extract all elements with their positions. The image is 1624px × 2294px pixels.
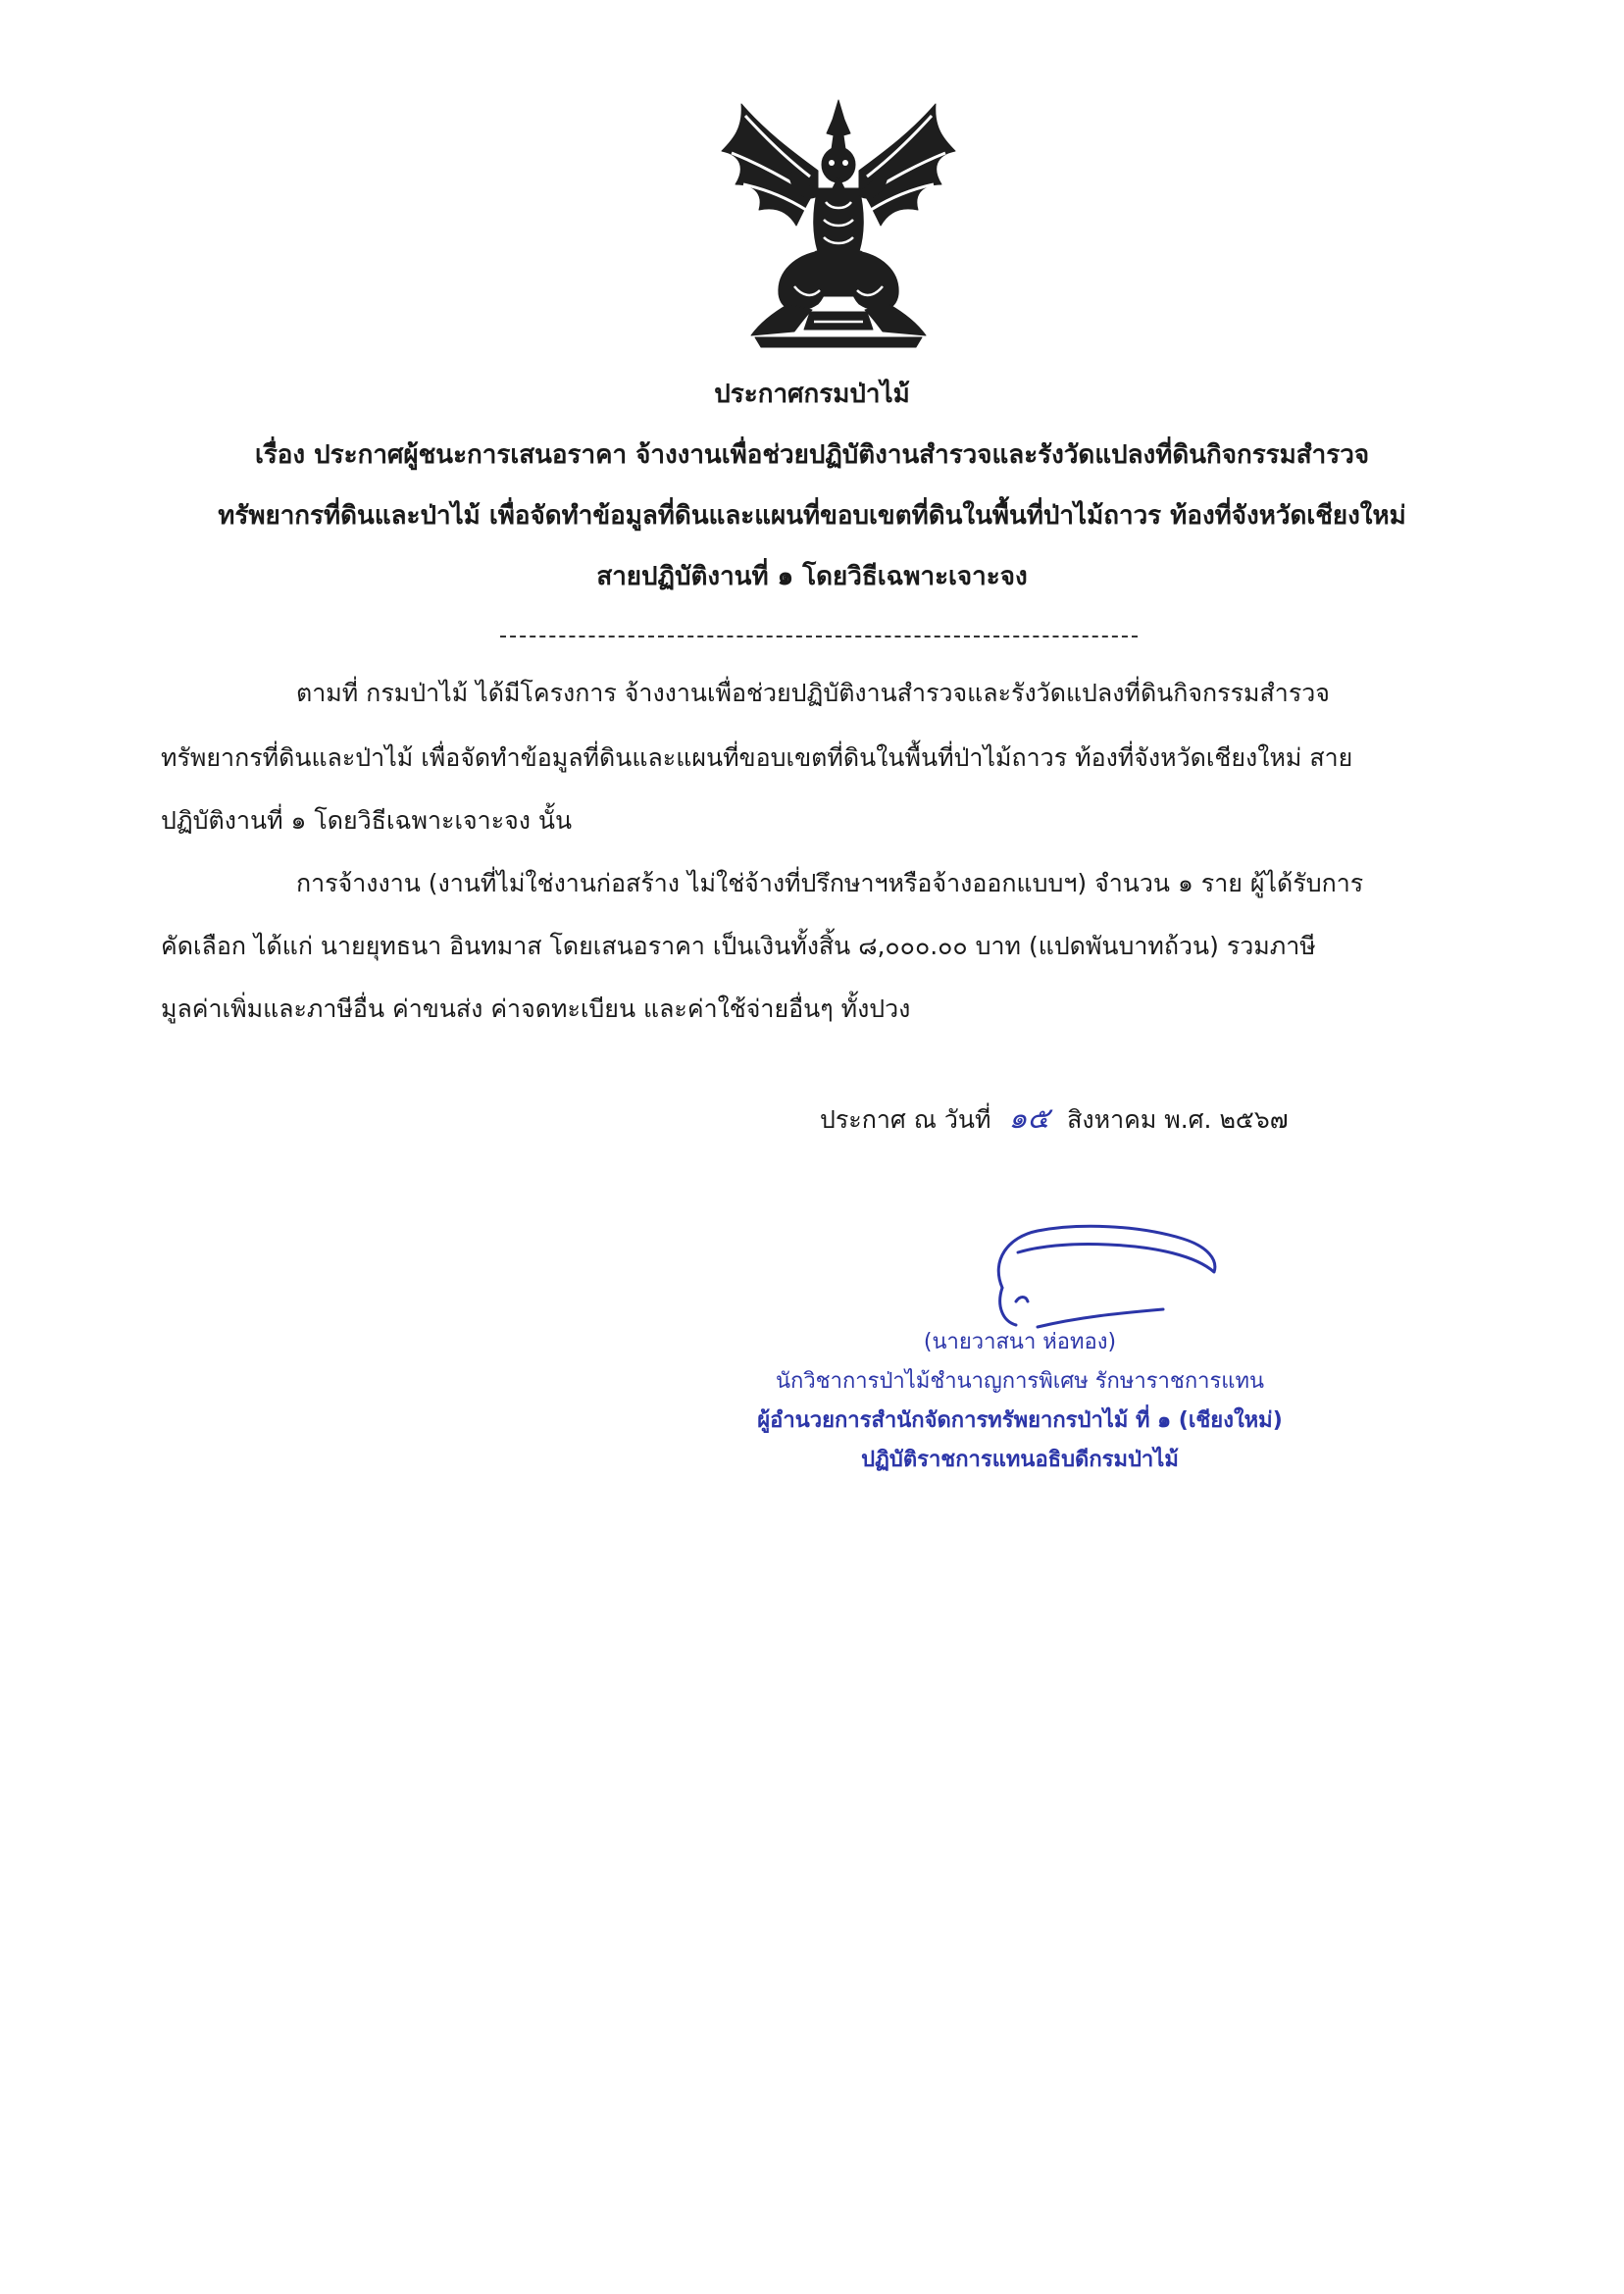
date-day-handwritten: ๑๕ bbox=[1008, 1101, 1050, 1136]
signatory-position-3: ปฏิบัติราชการแทนอธิบดีกรมป่าไม้ bbox=[861, 1448, 1179, 1472]
paragraph-2-line-1: การจ้างงาน (งานที่ไม่ใช่งานก่อสร้าง ไม่ใช่จ้างที่ปรึกษาฯหรือจ้างออกแบบฯ) จำนวน ๑ ราย ผู้ได้รับการ bbox=[296, 869, 1364, 897]
paragraph-1-line-2: ทรัพยากรที่ดินและป่าไม้ เพื่อจัดทำข้อมูลที่ดินและแผนที่ขอบเขตที่ดินในพื้นที่ป่าไม้ถาวร ท้องที่จังหวัดเชียงใหม่ สาย bbox=[161, 743, 1353, 772]
handwritten-signature bbox=[961, 1211, 1236, 1339]
announcement-date bbox=[820, 1102, 1289, 1137]
heading-divider bbox=[500, 636, 1138, 637]
paragraph-1-line-3: ปฏิบัติงานที่ ๑ โดยวิธีเฉพาะเจาะจง นั้น bbox=[161, 806, 573, 835]
paragraph-1-line-1: ตามที่ กรมป่าไม้ ได้มีโครงการ จ้างงานเพื่อช่วยปฏิบัติงานสำรวจและรังวัดแปลงที่ดินกิจกรรมสำรวจ bbox=[296, 679, 1330, 707]
subject-line-2: ทรัพยากรที่ดินและป่าไม้ เพื่อจัดทำข้อมูลที่ดินและแผนที่ขอบเขตที่ดินในพื้นที่ป่าไม้ถาวร ท้องที่จังหวัดเชียงใหม่ bbox=[218, 501, 1406, 531]
date-month-year: สิงหาคม พ.ศ. ๒๕๖๗ bbox=[1067, 1105, 1289, 1134]
date-prefix: ประกาศ ณ วันที่ bbox=[820, 1105, 991, 1134]
paragraph-2-line-3: มูลค่าเพิ่มและภาษีอื่น ค่าขนส่ง ค่าจดทะเบียน และค่าใช้จ่ายอื่นๆ ทั้งปวง bbox=[161, 994, 911, 1023]
signatory-position-2: ผู้อำนวยการสำนักจัดการทรัพยากรป่าไม้ ที่ ๑ (เชียงใหม่) bbox=[757, 1408, 1283, 1433]
subject-line-1: เรื่อง ประกาศผู้ชนะการเสนอราคา จ้างงานเพื่อช่วยปฏิบัติงานสำรวจและรังวัดแปลงที่ดินกิจกรรมสำรวจ bbox=[254, 440, 1370, 470]
signatory-name: (นายวาสนา ห่อทอง) bbox=[923, 1330, 1117, 1354]
subject-line-3: สายปฏิบัติงานที่ ๑ โดยวิธีเฉพาะเจาะจง bbox=[596, 562, 1028, 591]
paragraph-2-line-2: คัดเลือก ได้แก่ นายยุทธนา อินทมาส โดยเสนอราคา เป็นเงินทั้งสิ้น ๘,๐๐๐.๐๐ บาท (แปดพันบาทถ้วน) รวมภาษี bbox=[161, 932, 1316, 960]
garuda-emblem-icon bbox=[716, 94, 961, 351]
signatory-position-1: นักวิชาการป่าไม้ชำนาญการพิเศษ รักษาราชการแทน bbox=[775, 1369, 1265, 1394]
document-title: ประกาศกรมป่าไม้ bbox=[714, 380, 910, 409]
